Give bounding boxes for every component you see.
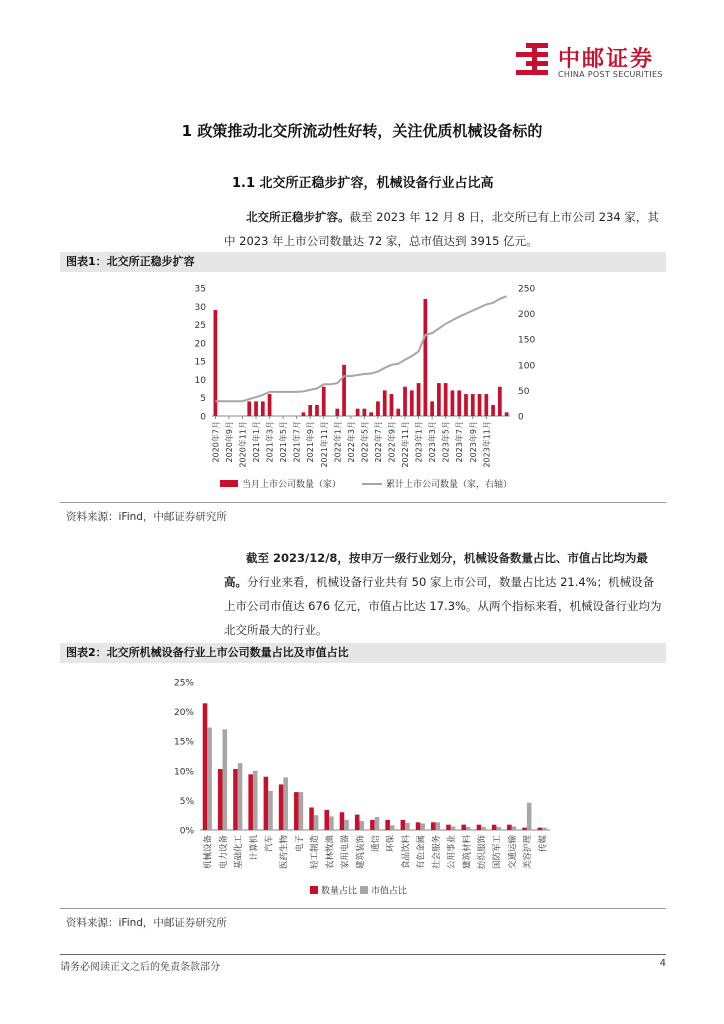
left-axis-tick-label: 0 (200, 412, 206, 423)
right-axis-tick-label: 150 (518, 335, 536, 346)
share-count-bar (416, 822, 421, 830)
share-count-bar (492, 825, 497, 830)
brand-name-en: CHINA POST SECURITIES (558, 70, 663, 79)
right-axis-tick-label: 250 (518, 284, 536, 295)
right-axis-tick-label: 50 (518, 386, 530, 397)
monthly-listing-bar (423, 299, 427, 416)
monthly-listing-bar (498, 387, 502, 416)
share-count-bar (461, 825, 466, 830)
share-count-bar (264, 777, 269, 830)
monthly-listing-bar (335, 409, 339, 416)
share-count-bar (309, 808, 314, 830)
x-axis-tick-label: 2023年5月 (441, 421, 451, 463)
share-marketcap-bar (359, 821, 364, 830)
share-count-bar (431, 822, 436, 830)
share-marketcap-bar (375, 817, 380, 830)
share-marketcap-bar (466, 827, 471, 830)
share-marketcap-bar (223, 729, 228, 830)
monthly-listing-bar (302, 412, 306, 416)
category-label: 社会服务 (431, 835, 442, 870)
right-axis-tick-label: 200 (518, 310, 536, 321)
legend-label-marketcap: 市值占比 (371, 886, 408, 897)
monthly-listing-bar (430, 401, 434, 416)
monthly-listing-bar (396, 409, 400, 416)
y-axis-tick-label: 0% (179, 826, 194, 837)
x-axis-tick-label: 2021年7月 (292, 421, 302, 463)
share-marketcap-bar (299, 792, 304, 830)
share-marketcap-bar (283, 777, 288, 830)
monthly-listing-bar (214, 310, 218, 416)
monthly-listing-bar (417, 383, 421, 416)
legend-swatch-monthly (220, 480, 238, 487)
x-axis-tick-label: 2022年3月 (346, 421, 356, 463)
category-label: 电子 (294, 835, 305, 853)
monthly-listing-bar (451, 390, 455, 416)
share-count-bar (370, 820, 375, 830)
left-axis-tick-label: 20 (194, 339, 206, 350)
share-count-bar (218, 769, 223, 830)
figure-1-title: 图表1：北交所正稳步扩容 (66, 255, 195, 268)
share-count-bar (324, 810, 329, 830)
x-axis-tick-label: 2023年3月 (428, 421, 438, 463)
category-label: 基础化工 (234, 835, 245, 870)
y-axis-tick-label: 5% (179, 796, 194, 807)
share-count-bar (477, 825, 482, 830)
legend-label-count: 数量占比 (321, 886, 358, 897)
paragraph-1-lead: 北交所正稳步扩容。 (246, 210, 350, 224)
share-marketcap-bar (390, 825, 395, 830)
category-label: 纺织服饰 (477, 835, 488, 870)
category-label: 家用电器 (340, 835, 351, 870)
cumulative-listing-line (215, 296, 506, 401)
share-count-bar (233, 769, 238, 830)
x-axis-tick-label: 2022年9月 (387, 421, 397, 463)
monthly-listing-bar (437, 383, 441, 416)
y-axis-tick-label: 10% (173, 767, 194, 778)
x-axis-tick-label: 2020年11月 (238, 421, 248, 468)
category-label: 公用事业 (447, 835, 458, 870)
paragraph-2-body: 分行业来看，机械设备行业共有 50 家上市公司，数量占比达 21.4%；机械设备上市公司市值达 676 亿元，市值占比达 17.3%。从两个指标来看，机械设备行业均为北交所最大的行业。 (224, 575, 662, 637)
monthly-listing-bar (247, 401, 251, 416)
category-label: 计算机 (249, 835, 260, 861)
share-marketcap-bar (481, 827, 486, 830)
monthly-listing-bar (322, 387, 326, 416)
paragraph-1 (224, 205, 664, 253)
legend-swatch-count (310, 886, 318, 894)
x-axis-tick-label: 2023年7月 (455, 421, 465, 463)
x-axis-tick-label: 2021年11月 (319, 421, 329, 468)
category-label: 食品饮料 (401, 835, 412, 870)
monthly-listing-bar (363, 409, 367, 416)
share-marketcap-bar (344, 820, 349, 830)
monthly-listing-bar (315, 405, 319, 416)
footer-disclaimer: 请务必阅读正文之后的免责条款部分 (60, 962, 220, 973)
category-label: 传媒 (538, 835, 549, 853)
figure-1-source: 资料来源：iFind，中邮证券研究所 (66, 511, 227, 523)
x-axis-tick-label: 2021年5月 (279, 421, 289, 463)
left-axis-tick-label: 25 (194, 321, 206, 332)
legend-label-monthly: 当月上市公司数量（家） (242, 480, 342, 490)
share-marketcap-bar (420, 823, 425, 830)
x-axis-tick-label: 2022年7月 (373, 421, 383, 463)
share-count-bar (279, 784, 284, 830)
left-axis-tick-label: 30 (194, 302, 206, 313)
category-label: 电力设备 (218, 835, 229, 870)
share-count-bar (203, 703, 208, 830)
figure-2-source: 资料来源：iFind，中邮证券研究所 (66, 917, 227, 929)
x-axis-tick-label: 2020年9月 (224, 421, 234, 463)
category-label: 环保 (386, 835, 397, 853)
monthly-listing-bar (390, 394, 394, 416)
legend-label-cumulative: 累计上市公司数量（家，右轴） (386, 480, 513, 490)
share-marketcap-bar (512, 826, 517, 830)
monthly-listing-bar (268, 394, 272, 416)
share-count-bar (294, 792, 299, 830)
x-axis-tick-label: 2023年9月 (468, 421, 478, 463)
share-count-bar (340, 812, 345, 830)
brand-name-cn: 中邮证券 (558, 47, 655, 72)
share-marketcap-bar (436, 822, 441, 830)
share-count-bar (522, 828, 527, 830)
y-axis-tick-label: 25% (173, 678, 194, 689)
category-label: 国防军工 (492, 835, 503, 870)
x-axis-tick-label: 2020年7月 (211, 421, 221, 463)
monthly-listing-bar (356, 409, 360, 416)
paragraph-2 (224, 546, 664, 642)
share-marketcap-bar (238, 763, 243, 830)
monthly-listing-bar (471, 394, 475, 416)
subsection-heading: 1.1 北交所正稳步扩容，机械设备行业占比高 (232, 176, 494, 191)
left-axis-tick-label: 35 (194, 284, 206, 295)
legend-swatch-marketcap (360, 886, 368, 894)
share-count-bar (385, 820, 390, 830)
monthly-listing-bar (403, 387, 407, 416)
category-label: 有色金属 (416, 835, 427, 870)
share-marketcap-bar (329, 816, 334, 830)
paragraph-1-body: 截至 2023 年 12 月 8 日，北交所已有上市公司 234 家，其中 2023 年上市公司数量达 72 家，总市值达到 3915 亿元。 (224, 210, 659, 248)
monthly-listing-bar (261, 401, 265, 416)
share-marketcap-bar (496, 827, 501, 830)
category-label: 交通运输 (507, 835, 518, 870)
x-axis-tick-label: 2023年1月 (414, 421, 424, 463)
left-axis-tick-label: 10 (194, 375, 206, 386)
category-label: 汽车 (264, 835, 275, 853)
monthly-listing-bar (308, 405, 312, 416)
left-axis-tick-label: 15 (194, 357, 206, 368)
y-axis-tick-label: 20% (173, 708, 194, 719)
share-count-bar (355, 815, 360, 830)
category-label: 美容护理 (523, 835, 534, 870)
share-count-bar (538, 828, 543, 830)
left-axis-tick-label: 5 (200, 394, 206, 405)
monthly-listing-bar (254, 401, 258, 416)
x-axis-tick-label: 2022年1月 (333, 421, 343, 463)
x-axis-tick-label: 2023年11月 (482, 421, 492, 468)
category-label: 建筑装饰 (355, 835, 366, 870)
share-count-bar (401, 820, 406, 830)
figure-2-divider (60, 908, 666, 909)
share-marketcap-bar (207, 728, 212, 830)
category-label: 机械设备 (203, 835, 214, 870)
right-axis-tick-label: 0 (518, 412, 524, 423)
monthly-listing-bar (457, 390, 461, 416)
figure-2-chart (60, 668, 666, 904)
share-count-bar (248, 774, 253, 830)
share-marketcap-bar (527, 803, 532, 830)
share-marketcap-bar (542, 828, 547, 830)
monthly-listing-bar (464, 394, 468, 416)
paragraph-2-lead: 截至 2023/12/8，按申万一级行业划分，机械设备数量占比、市值占比均为最高。 (224, 551, 648, 589)
figure-1-chart (60, 278, 666, 500)
share-count-bar (507, 825, 512, 830)
monthly-listing-bar (491, 405, 495, 416)
share-marketcap-bar (253, 771, 258, 830)
share-marketcap-bar (268, 791, 273, 830)
x-axis-tick-label: 2022年11月 (401, 421, 411, 468)
monthly-listing-bar (383, 390, 387, 416)
category-label: 农林牧渔 (325, 835, 336, 870)
right-axis-tick-label: 100 (518, 361, 536, 372)
page-number: 4 (659, 958, 666, 969)
china-post-logo-icon (512, 40, 552, 80)
x-axis-tick-label: 2021年9月 (306, 421, 316, 463)
share-marketcap-bar (314, 815, 319, 830)
monthly-listing-bar (376, 401, 380, 416)
share-count-bar (446, 825, 451, 830)
monthly-listing-bar (369, 412, 373, 416)
category-label: 轻工制造 (310, 835, 321, 870)
brand-logo (512, 40, 682, 86)
monthly-listing-bar (478, 394, 482, 416)
section-heading: 1 政策推动北交所流动性好转，关注优质机械设备标的 (181, 122, 543, 140)
category-label: 医药生物 (279, 835, 290, 870)
x-axis-tick-label: 2021年3月 (265, 421, 275, 463)
y-axis-tick-label: 15% (173, 737, 194, 748)
monthly-listing-bar (444, 383, 448, 416)
figure-1-divider (60, 502, 666, 503)
category-label: 建筑材料 (462, 835, 473, 870)
category-label: 通信 (371, 835, 381, 853)
share-marketcap-bar (405, 823, 410, 830)
figure-2-title: 图表2：北交所机械设备行业上市公司数量占比及市值占比 (66, 646, 349, 659)
monthly-listing-bar (484, 394, 488, 416)
monthly-listing-bar (342, 365, 346, 416)
monthly-listing-bar (410, 390, 414, 416)
share-marketcap-bar (451, 826, 456, 830)
footer-divider (60, 954, 666, 955)
x-axis-tick-label: 2022年5月 (360, 421, 370, 463)
x-axis-tick-label: 2021年1月 (252, 421, 262, 463)
monthly-listing-bar (505, 412, 509, 416)
